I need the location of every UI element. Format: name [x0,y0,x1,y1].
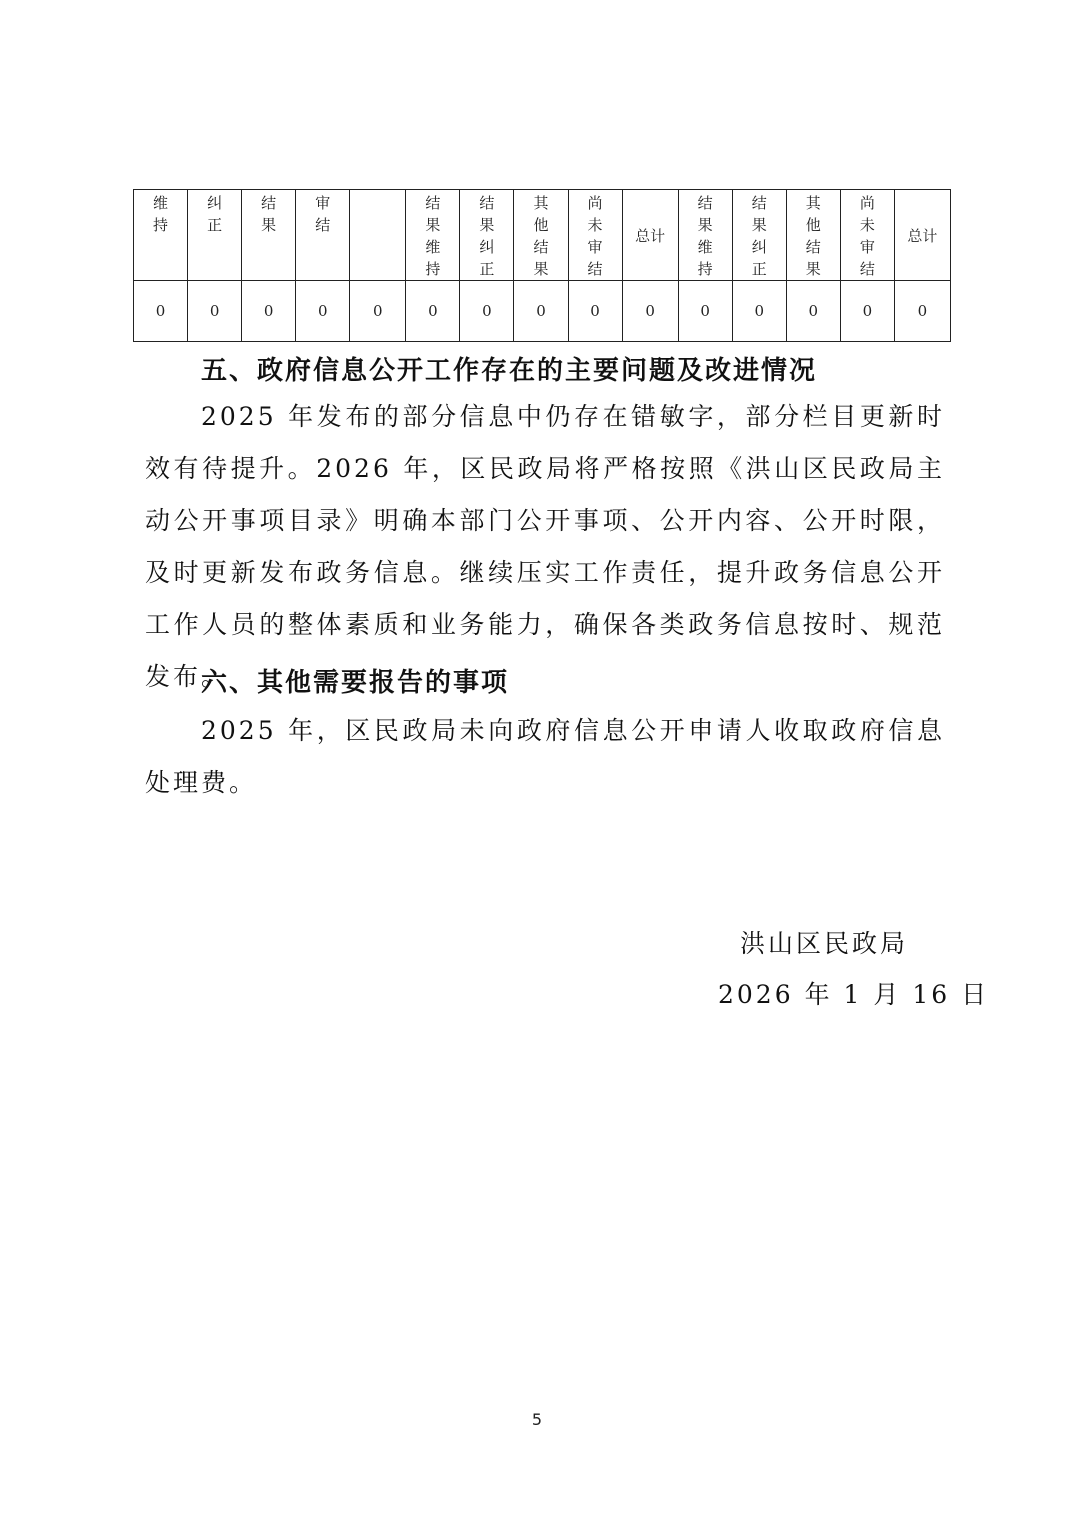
table-value-cell: 0 [188,281,242,342]
table-value-cell: 0 [242,281,296,342]
table-header-cell: 结果 [242,190,296,281]
section-six-paragraph [145,705,945,809]
table-header-cell [350,190,406,281]
table-value-cell: 0 [296,281,350,342]
section-five-paragraph [145,391,945,703]
table-value-cell: 0 [460,281,514,342]
table-header-cell: 结果纠正 [732,190,786,281]
table-header-cell: 其他结果 [514,190,568,281]
table-value-cell: 0 [622,281,678,342]
table-value-cell: 0 [568,281,622,342]
table-value-cell: 0 [840,281,894,342]
table-header-cell: 结果纠正 [460,190,514,281]
table-value-cell: 0 [786,281,840,342]
section-six-text: 2025 年，区民政局未向政府信息公开申请人收取政府信息处理费。 [145,716,945,797]
table-value-cell: 0 [732,281,786,342]
table-value-cell: 0 [406,281,460,342]
table-header-cell: 尚未审结 [840,190,894,281]
table-header-cell: 维持 [134,190,188,281]
table-header-cell: 其他结果 [786,190,840,281]
table-header-cell: 纠正 [188,190,242,281]
table-header-cell: 尚未审结 [568,190,622,281]
statistics-table-fragment [133,189,951,342]
section-six-heading: 六、其他需要报告的事项 [201,668,510,698]
section-five-heading: 五、政府信息公开工作存在的主要问题及改进情况 [201,356,818,386]
table-header-cell: 审结 [296,190,350,281]
table-header-cell: 结果维持 [678,190,732,281]
table-value-cell: 0 [350,281,406,342]
table-value-cell: 0 [894,281,950,342]
table-value-cell: 0 [514,281,568,342]
table-header-cell: 总计 [622,190,678,281]
table-header-cell: 总计 [894,190,950,281]
signature-organization: 洪山区民政局 [740,929,909,958]
table-header-cell: 结果维持 [406,190,460,281]
table-value-row [134,281,951,342]
section-five-text: 2025 年发布的部分信息中仍存在错敏字，部分栏目更新时效有待提升。2026 年，区民政局将严格按照《洪山区民政局主动公开事项目录》明确本部门公开事项、公开内容、公开时限，及时更新发布政务信息。继续压实工作责任，提升政务信息公开工作人员的整体素质和业务能力，确保各类政务信息按时、规范发布。 [145,402,945,691]
table-value-cell: 0 [134,281,188,342]
table-value-cell: 0 [678,281,732,342]
signature-date: 2026 年 1 月 16 日 [718,980,990,1009]
page-number: 5 [531,1410,543,1429]
table-header-row [134,190,951,281]
